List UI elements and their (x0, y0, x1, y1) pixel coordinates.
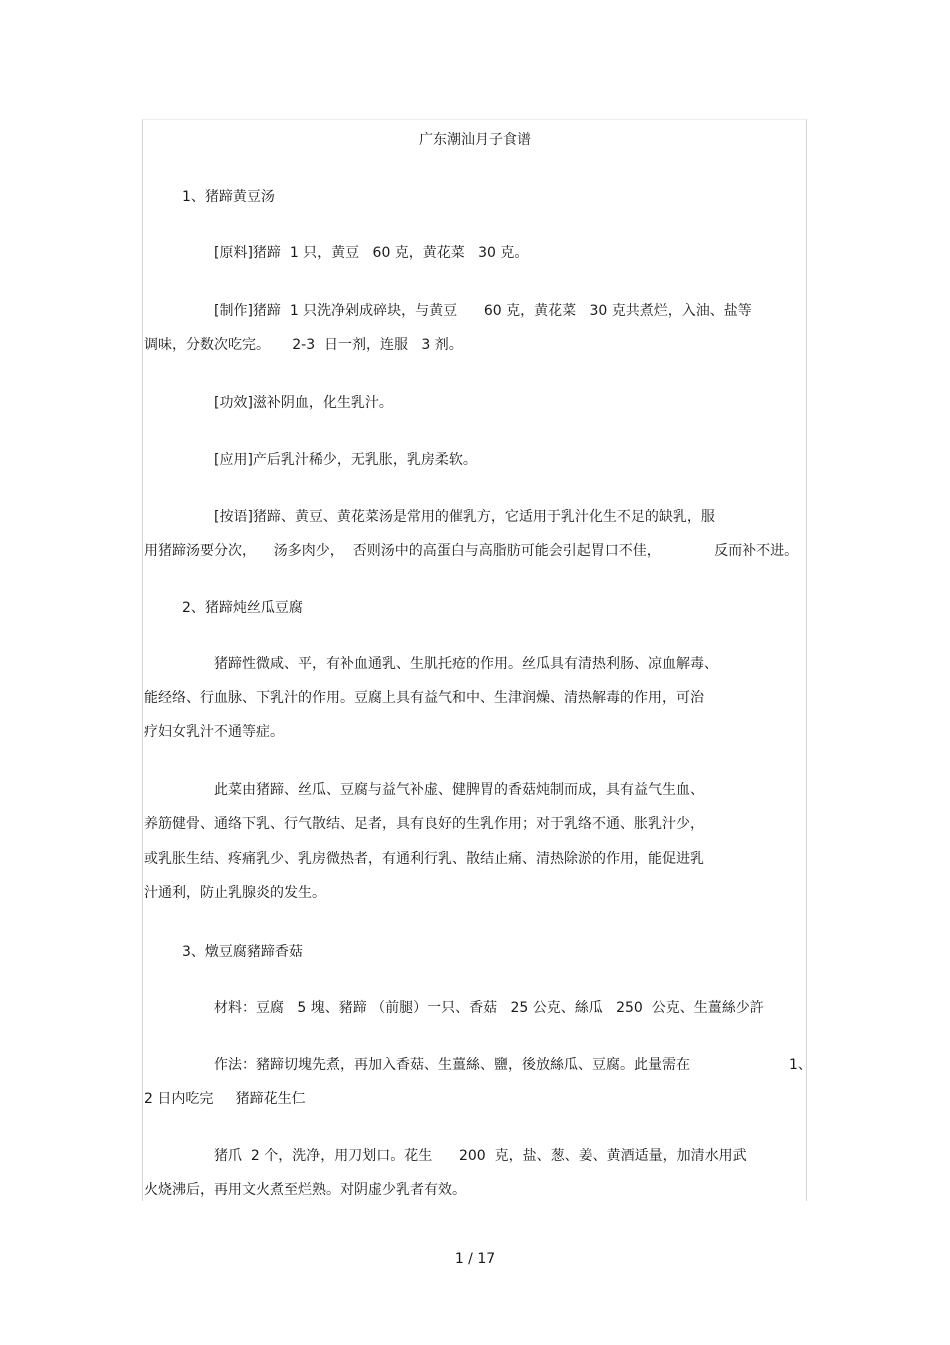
paragraph-line: 材料：豆腐 5 塊、豬蹄 （前腿）一只、香菇 25 公克、絲瓜 250 公克、生薑絲少許 (214, 1000, 764, 1016)
paragraph-line: 2 日内吃完 猪蹄花生仁 (144, 1091, 306, 1107)
paragraph-line: [功效]滋补阴血，化生乳汁。 (214, 395, 393, 411)
paragraph-line: [原料]猪蹄 1 只，黄豆 60 克，黄花菜 30 克。 (214, 245, 529, 261)
paragraph-line: 或乳胀生结、疼痛乳少、乳房微热者，有通利行乳、散结止痛、清热除淤的作用，能促进乳 (144, 851, 704, 867)
paragraph-line: [按语]猪蹄、黄豆、黄花菜汤是常用的催乳方，它适用于乳汁化生不足的缺乳，服 (214, 509, 715, 525)
paragraph-line: 猪爪 2 个，洗净，用刀划口。花生 200 克，盐、葱、姜、黄酒适量，加清水用武 (214, 1148, 747, 1164)
paragraph-line: 猪蹄性微咸、平，有补血通乳、生肌托疮的作用。丝瓜具有清热利肠、凉血解毒、 (214, 656, 718, 672)
page-number: 1 / 17 (454, 1251, 496, 1267)
paragraph-line: 作法：豬蹄切塊先煮，再加入香菇、生薑絲、鹽，後放絲瓜、豆腐。此量需在 (214, 1057, 690, 1073)
section-heading-1: 1、猪蹄黄豆汤 (182, 189, 275, 205)
section-heading-2: 2、猪蹄炖丝瓜豆腐 (182, 600, 303, 616)
paragraph-line: 1、 (789, 1057, 812, 1073)
paragraph-line: 调味，分数次吃完。 2-3 日一剂，连服 3 剂。 (144, 337, 463, 353)
section-heading-3: 3、燉豆腐豬蹄香菇 (182, 944, 303, 960)
paragraph-line: 用猪蹄汤要分次， 汤多肉少， 否则汤中的高蛋白与高脂肪可能会引起胃口不佳， 反而补不进。 (144, 543, 799, 559)
paragraph-line: [制作]猪蹄 1 只洗净剁成碎块，与黄豆 60 克，黄花菜 30 克共煮烂，入油、盐等 (214, 303, 752, 319)
paragraph-line: 此菜由猪蹄、丝瓜、豆腐与益气补虚、健脾胃的香菇炖制而成，具有益气生血、 (214, 782, 704, 798)
document-title: 广东潮汕月子食谱 (419, 132, 531, 148)
paragraph-line: 疗妇女乳汁不通等症。 (144, 724, 284, 740)
paragraph-line: 火烧沸后，再用文火煮至烂熟。对阴虚少乳者有效。 (144, 1182, 466, 1198)
paragraph-line: [应用]产后乳汁稀少，无乳胀，乳房柔软。 (214, 452, 477, 468)
paragraph-line: 汁通利，防止乳腺炎的发生。 (144, 885, 326, 901)
paragraph-line: 能经络、行血脉、下乳汁的作用。豆腐上具有益气和中、生津润燥、清热解毒的作用，可治 (144, 690, 704, 706)
paragraph-line: 养筋健骨、通络下乳、行气散结、足者，具有良好的生乳作用；对于乳络不通、胀乳汁少， (144, 816, 704, 832)
